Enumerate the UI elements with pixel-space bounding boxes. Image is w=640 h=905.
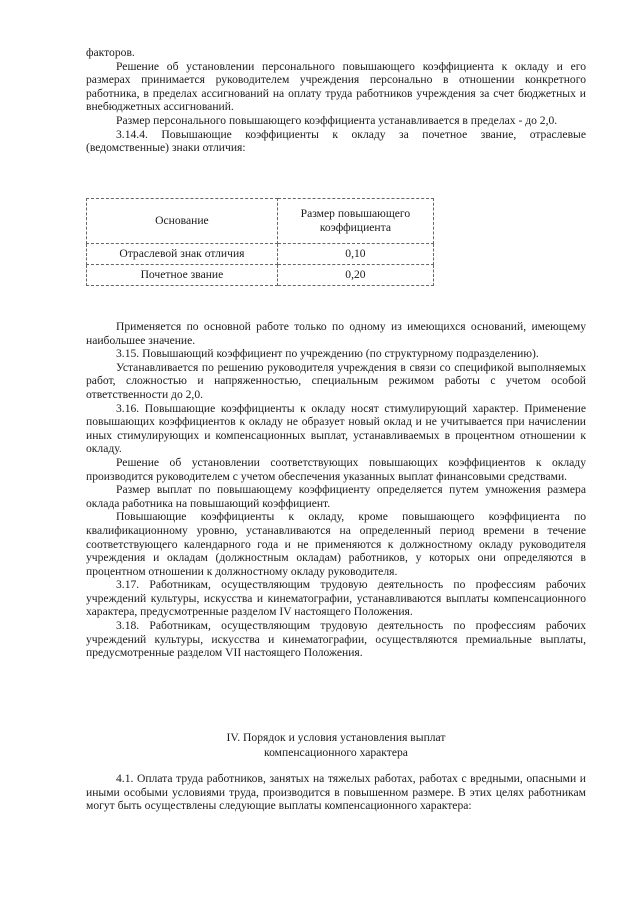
paragraph: 3.18. Работникам, осуществляющим трудовую деятельность по профессиям рабочих учреждений культуры, искусства и кинематографии, осуществляются премиальные выплаты, предусмотренные разделом VII настоящего Положения. xyxy=(86,619,586,660)
middle-text-block xyxy=(86,320,586,660)
paragraph: Решение об установлении соответствующих повышающих коэффициентов к окладу производится руководителем с учетом обеспечения указанных выплат финансовыми средствами. xyxy=(86,455,586,483)
table-header-cell: Основание xyxy=(87,199,278,244)
section-heading-line: IV. Порядок и условия установления выплат xyxy=(226,731,446,744)
paragraph: 3.17. Работникам, осуществляющим трудовую деятельность по профессиям рабочих учреждений культуры, искусства и кинематографии, устанавливаются выплаты компенсационного характера, предусмотренные разделом IV настоящего Положения. xyxy=(86,578,586,619)
paragraph: 3.16. Повышающие коэффициенты к окладу носят стимулирующий характер. Применение повышающих коэффициентов к окладу не образует новый оклад и не учитывается при начислении иных стимулирующих и компенсационных выплат, устанавливаемых в процентном отношении к окладу. xyxy=(86,401,586,456)
paragraph: 4.1. Оплата труда работников, занятых на тяжелых работах, работах с вредными, опасными и иными особыми условиями труда, производится в повышенном размере. В этих целях работникам могут быть осуществлены следующие выплаты компенсационного характера: xyxy=(86,772,586,813)
section-heading xyxy=(86,730,586,760)
paragraph: Размер выплат по повышающему коэффициенту определяется путем умножения размера оклада работника на повышающий коэффициент. xyxy=(86,483,586,510)
paragraph: Повышающие коэффициенты к окладу, кроме повышающего коэффициента по квалификационному уровню, устанавливаются на определенный период времени в течение соответствующего календарного года и не применяются к должностному окладу руководителя учреждения и окладам (должностным окладам) работников, у которых они определяются в процентном отношении к должностному окладу руководителя. xyxy=(86,510,586,578)
table-cell: 0,10 xyxy=(277,244,433,265)
coefficients-table xyxy=(86,198,434,286)
section-heading-line: компенсационного характера xyxy=(264,746,408,759)
paragraph: Размер персонального повышающего коэффициента устанавливается в пределах - до 2,0. xyxy=(116,113,558,127)
bottom-text-block xyxy=(86,772,586,813)
table-header-cell: Размер повышающего коэффициента xyxy=(277,199,433,244)
table-cell: Почетное звание xyxy=(87,265,278,286)
paragraph: Устанавливается по решению руководителя учреждения в связи со спецификой выполняемых работ, сложностью и напряженностью, специальным режимом работы с учетом особой ответственности до 2,0. xyxy=(86,360,586,401)
top-text-block xyxy=(86,46,586,155)
table-row xyxy=(87,244,434,265)
table-header-row xyxy=(87,199,434,244)
paragraph: 3.15. Повышающий коэффициент по учреждению (по структурному подразделению). xyxy=(116,347,539,361)
paragraph: 3.14.4. Повышающие коэффициенты к окладу за почетное звание, отраслевые (ведомственные) знаки отличия: xyxy=(86,127,586,155)
table-cell: 0,20 xyxy=(277,265,433,286)
paragraph: Применяется по основной работе только по одному из имеющихся оснований, имеющему наибольшее значение. xyxy=(86,320,586,347)
paragraph: Решение об установлении персонального повышающего коэффициента к окладу и его размерах принимается руководителем учреждения персонально в отношении конкретного работника, в пределах ассигнований на оплату труда работников учреждения за счет бюджетных и внебюджетных ассигнований. xyxy=(86,59,586,114)
table-cell: Отраслевой знак отличия xyxy=(87,244,278,265)
table-row xyxy=(87,265,434,286)
paragraph: факторов. xyxy=(86,46,135,59)
